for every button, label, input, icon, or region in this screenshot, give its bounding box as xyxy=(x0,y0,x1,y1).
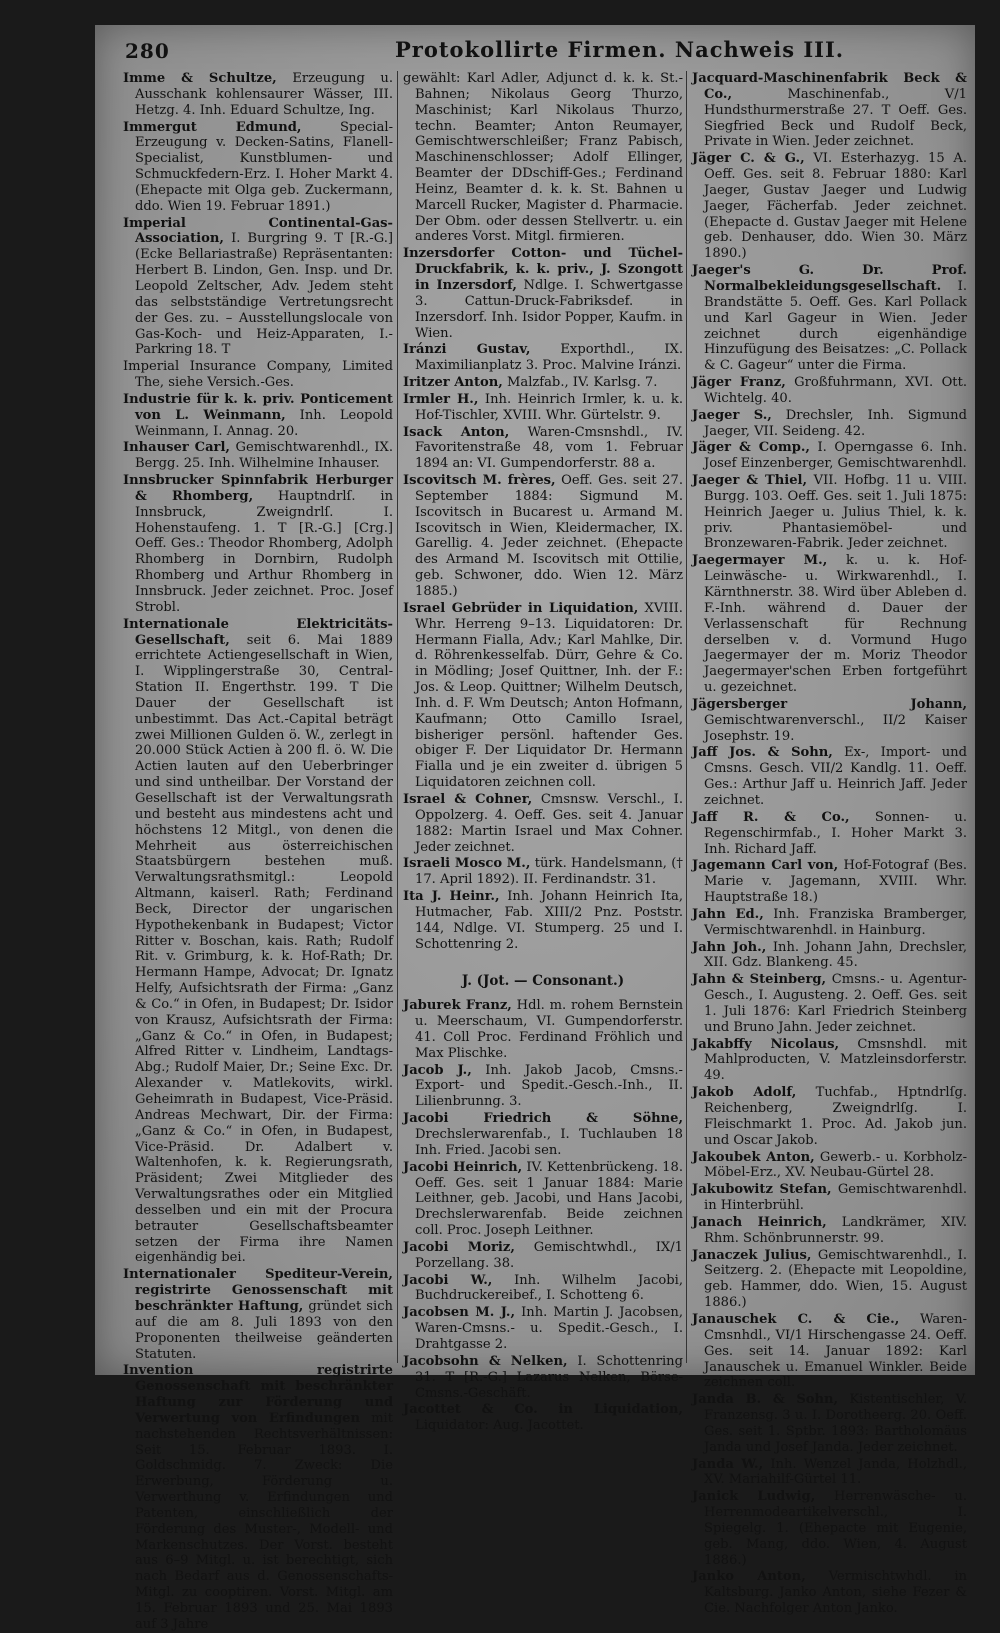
firm-name: Jäger C. & G., xyxy=(692,151,805,167)
firm-name: Jaegermayer M., xyxy=(692,553,828,569)
firm-details: Tuchfab., Hptndrlſg. Reichenberg, Zweigndrlſg. I. Fleischmarkt 1. Proc. Ad. Jakob jun. und Oscar Jakob. xyxy=(704,1085,968,1148)
firm-entry xyxy=(403,1063,683,1111)
firm-details: Hof-Fotograf (Bes. Marie v. Jagemann, XVIII. Whr. Hauptstraße 18.) xyxy=(704,858,967,906)
firm-entry xyxy=(692,1215,967,1247)
firm-details: Cmsnsw. Verschl., I. Oppolzerg. 4. Oeff. Ges. seit 4. Januar 1882: Martin Israel und Max Cohner. Jeder zeichnet. xyxy=(415,791,683,855)
firm-details: XVIII. Whr. Herreng 9–13. Liquidatoren: Dr. Hermann Fialla, Adv.; Karl Mahlke, Dir. d. Röhrenkesselfab. Dürr, Gehre & Co. in Mödling; Josef Quittner, Inh. der F.: Jos. & Leop. Quittner; Wilhelm Deutsch, Inh. d. F. Wm Deutsch; Anton Hofmann, Kaufmann; Otto Camillo Israel, bisheriger persönl. haftender Ges. obiger F. Der Liquidator Dr. Hermann Fialla und je ein zweiter d. übrigen 5 Liquidatoren zeichnen coll. xyxy=(415,600,683,791)
firm-name: Jacob J., xyxy=(403,1062,472,1078)
firm-details: Gemischtwarenverschl., II/2 Kaiser Josephstr. 19. xyxy=(704,712,967,744)
firm-entry xyxy=(692,440,967,472)
column-middle xyxy=(403,71,684,1434)
firm-entry xyxy=(692,1248,967,1311)
firm-entry xyxy=(403,601,683,791)
firm-details: Gewerb.- u. Korbholz-Möbel-Erz., XV. Neubau-Gürtel 28. xyxy=(704,1149,967,1181)
firm-details: k. u. k. Hof-Leinwäsche- u. Wirkwarenhdl., I. Kärnthnerstr. 38. Wird über Ableben d. F.-Inh. während d. Dauer der Verlassenschaft für Rechnung derselben v. d. Vormund Hugo Jaegermayer der m. Moriz Theodor Jaegermayer'schen Erben fortgeführt u. gezeichnet. xyxy=(704,553,967,696)
firm-entry xyxy=(692,972,967,1035)
firm-name: Israel Gebrüder in Liquidation, xyxy=(403,600,639,616)
directory-page xyxy=(95,25,975,1632)
section-heading: J. (Jot. — Consonant.) xyxy=(461,973,625,990)
firm-name: Invention registrirte Genossenschaft mit beschränkter Haftung zur Förderung und Verwertung von Erfindungen xyxy=(123,1363,393,1426)
firm-details: Ex-, Import- und Cmsns. Gesch. VII/2 Kandlg. 11. Oeff. Ges.: Arthur Jaff u. Heinrich Jaff. Jeder zeichnet. xyxy=(704,745,967,808)
firm-details: I. Brandstätte 5. Oeff. Ges. Karl Pollack und Karl Gageur in Wien. Jeder zeichnet durch eigenhändige Hinzufügung des Beisatzes: „C. Pollack & C. Gageur“ unter die Firma. xyxy=(704,278,967,374)
firm-entry xyxy=(123,473,393,616)
firm-details: Inh. Johann Heinrich Ita, Hutmacher, Fab. XIII/2 Pnz. Poststr. 144, Ndlge. VI. Stumperg. 25 und I. Schottenring 2. xyxy=(415,889,683,952)
firm-name: Jaburek Franz, xyxy=(403,998,512,1014)
firm-entry xyxy=(403,1111,683,1159)
firm-details: IV. Kettenbrückeng. 18. Oeff. Ges. seit 1 Januar 1884: Marie Leithner, geb. Jacobi, und Hans Jacobi, Drechslerwarenfab. Beide zeichnen coll. Proc. Joseph Leithner. xyxy=(415,1159,683,1239)
firm-details: Inh. Franziska Bramberger, Vermischtwarenhdl. in Hainburg. xyxy=(704,906,967,938)
firm-name: Jagemann Carl von, xyxy=(692,858,839,874)
firm-entry xyxy=(403,473,683,600)
firm-name: Jahn Ed., xyxy=(692,906,764,922)
firm-entry xyxy=(123,359,393,391)
firm-details: Sonnen- u. Regenschirmfab., I. Hoher Markt 3. Inh. Richard Jaff. xyxy=(704,809,967,857)
firm-name: Jaeger S., xyxy=(692,407,772,423)
firm-details: Waren-Cmsnhdl., VI/1 Hirschengasse 24. Oeff. Ges. seit 14. Januar 1892: Karl Janauschek u. Emanuel Winkler. Beide zeichnen coll. xyxy=(704,1311,967,1391)
firm-entry xyxy=(123,440,393,472)
firm-details: Imperial Insurance Company, Limited The, siehe Versich.-Ges. xyxy=(123,359,393,391)
firm-entry xyxy=(692,1085,967,1148)
firm-name: Imperial Continental-Gas-Association, xyxy=(123,215,393,247)
firm-details: mit nachstehenden Rechtsverhältnissen: Seit 15. Februar 1893. I. Goldschmidg. 7. Zweck: Die Erwerbung, Förderung u. Verwerthung v. Erfindungen und Patenten, einschließlich der Förderung des Muster-, Modell- und Markenschutzes. Der Vorst. besteht aus 6–9 Mitgl. u. ist berechtigt, sich nach Bedarf aus d. Genossenschafts-Mitgl. zu cooptiren. Vorst. Mitgl. am 15. Februar 1893 und 25. Mai 1893 auf 3 Jahre xyxy=(135,1410,393,1632)
firm-name: Inzersdorfer Cotton- und Tüchel-Druckfabrik, k. k. priv., J. Szongott in Inzersdorf, xyxy=(403,246,683,293)
firm-details: türk. Handelsmann, († 17. April 1892). II. Ferdinandstr. 31. xyxy=(415,856,683,888)
firm-details: gewählt: Karl Adler, Adjunct d. k. k. St.-Bahnen; Nikolaus Georg Thurzo, Maschinist; Karl Nikolaus Thurzo, techn. Beamter; Anton Reumayer, Gemischtwerschleißer; Franz Pabisch, Maschinenschlosser; Adolf Ellinger, Beamter der DDschiff-Ges.; Ferdinand Heinz, Beamter d. k. k. St. Bahnen u Marcell Rucker, Magister d. Pharmacie. Der Obm. oder dessen Stellvertr. u. ein anderes Vorst. Mitgl. firmieren. xyxy=(403,71,683,245)
firm-entry xyxy=(123,1363,393,1632)
firm-entry xyxy=(403,1354,683,1402)
firm-entry xyxy=(403,1305,683,1353)
firm-details: I. Schottenring 31. T [R.-G.] Lazarus Nelken, Börse-Cmsns.-Geschäft. xyxy=(415,1353,683,1401)
firm-entry xyxy=(123,617,393,1267)
firm-entry xyxy=(403,792,683,855)
page-number: 280 xyxy=(125,39,170,63)
firm-entry xyxy=(123,392,393,440)
firm-details: Drechsler, Inh. Sigmund Jaeger, VII. Seideng. 42. xyxy=(704,407,967,439)
firm-details: Hauptndrlſ. in Innsbruck, Zweigndrlſ. I. Hohenstaufeng. 1. T [R.-G.] [Crg.] Oeff. Ges.: Theodor Rhomberg, Adolph Rhomberg in Dornbirn, Rudolph Rhomberg und Arthur Rhomberg in Innsbruck. Jeder zeichnet. Proc. Josef Strobl. xyxy=(135,488,394,615)
firm-name: Jägersberger Johann, xyxy=(692,696,967,712)
firm-name: Irmler H., xyxy=(403,391,479,407)
column-right xyxy=(692,71,968,1617)
firm-details: VI. Esterhazyg. 15 A. Oeff. Ges. seit 8. Februar 1880: Karl Jaeger, Gustav Jaeger und Ludwig Jaeger, Fächerfab. Jeder zeichnet. (Ehepacte d. Gustav Jaeger mit Helene geb. Denhauser, ddo. Wien 30. März 1890.) xyxy=(704,151,967,262)
firm-details: Gemischtwarenhdl., I. Seitzerg. 2. (Ehepacte mit Leopoldine, geb. Hammer, ddo. Wien, 15. August 1886.) xyxy=(704,1247,967,1311)
firm-details: Exporthdl., IX. Maximilianplatz 3. Proc. Malvine Iránzi. xyxy=(415,342,683,374)
firm-entry xyxy=(403,71,683,245)
firm-entry xyxy=(123,71,393,119)
firm-name: Janach Heinrich, xyxy=(692,1214,827,1230)
firm-details: Herrenwäsche- u. Herrenmodeartikelverschl., I. Spiegelg. 1. (Ehepacte mit Eugenie, geb. Mang, ddo. Wien, 4. August 1886.) xyxy=(704,1489,967,1568)
running-title: Protokollirte Firmen. Nachweis III. xyxy=(395,37,845,62)
firm-details: Inh. Johann Jahn, Drechsler, XII. Gdz. Blankeng. 45. xyxy=(704,939,967,971)
firm-name: Janko Anton, xyxy=(692,1569,806,1585)
firm-entry xyxy=(692,553,967,696)
firm-entry xyxy=(692,408,967,440)
firm-name: Jäger Franz, xyxy=(692,375,786,391)
firm-name: Jacobi Friedrich & Söhne, xyxy=(403,1111,683,1127)
firm-details: I. Burgring 9. T [R.-G.] (Ecke Bellariastraße) Repräsentanten: Herbert B. Lindon, Gen. Insp. und Dr. Leopold Zeltscher, Adv. Jedem steht das selbstständige Vertretungsrecht der Ges. zu. – Ausstellungslocale von Gas-Koch- und Heiz-Apparaten, I.- Parkring 18. T xyxy=(135,231,393,358)
firm-entry xyxy=(403,1240,683,1272)
firm-details: Maschinenfab., V/1 Hundsthurmerstraße 27. T Oeff. Ges. Siegfried Beck und Rudolf Beck, Private in Wien. Jeder zeichnet. xyxy=(704,86,967,150)
firm-name: Jakoubek Anton, xyxy=(692,1149,815,1165)
firm-entry xyxy=(123,120,393,215)
firm-entry xyxy=(123,1267,393,1362)
firm-name: Jacottet & Co. in Liquidation, xyxy=(403,1402,683,1418)
firm-entry xyxy=(123,216,393,359)
firm-entry xyxy=(692,151,967,262)
firm-name: Imme & Schultze, xyxy=(123,71,277,86)
firm-details: Inh. Wenzel Janda, Holzhdl., XV. Mariahilf-Gürtel 11. xyxy=(704,1456,967,1488)
firm-name: Janaczek Julius, xyxy=(692,1247,812,1263)
firm-details: Gemischtwarenhdl., IX. Bergg. 25. Inh. Wilhelmine Inhauser. xyxy=(135,440,393,472)
column-left xyxy=(123,71,394,1632)
firm-name: Israeli Mosco M., xyxy=(403,856,531,872)
firm-details: Drechslerwarenfab., I. Tuchlauben 18 Inh. Fried. Jacobi sen. xyxy=(415,1127,683,1158)
firm-name: Jaff R. & Co., xyxy=(692,809,850,825)
firm-entry xyxy=(403,856,683,888)
firm-name: Jacobsohn & Nelken, xyxy=(403,1353,568,1369)
firm-details: Liquidator: Aug. Jacottet. xyxy=(415,1418,584,1434)
firm-details: Vermischtwhdl. in Kaltsburg. Janko Anton, siehe Fezer & Cie. Nachfolger Anton Janko. xyxy=(704,1569,967,1617)
firm-entry xyxy=(692,1569,967,1617)
firm-name: Jaeger's G. Dr. Prof. Normalbekleidungsgesellschaft. xyxy=(692,263,967,294)
firm-details: Gemischtwhdl., IX/1 Porzellang. 38. xyxy=(415,1239,683,1271)
firm-name: Jacobsen M. J., xyxy=(403,1305,516,1321)
firm-entry xyxy=(403,889,683,952)
firm-entry xyxy=(403,1160,683,1239)
firm-details: Großfuhrmann, XVI. Ott. Wichtelg. 40. xyxy=(704,375,967,406)
firm-name: Jakubowitz Stefan, xyxy=(692,1182,832,1198)
firm-details: Hdl. m. rohem Bernstein u. Meerschaum, VI. Gumpendorferstr. 41. Coll Proc. Ferdinand Fröhlich und Max Plischke. xyxy=(415,998,684,1061)
firm-name: Jakabffy Nicolaus, xyxy=(692,1036,840,1052)
firm-entry xyxy=(403,425,683,473)
firm-details: Cmsnshdl. mit Mahlproducten, V. Matzleinsdorferstr. 49. xyxy=(704,1036,967,1084)
firm-name: Industrie für k. k. priv. Ponticement von L. Weinmann, xyxy=(123,391,393,423)
firm-entry xyxy=(692,1312,967,1391)
firm-details: Gemischtwarenhdl. in Hinterbrühl. xyxy=(704,1182,967,1214)
firm-details: Inh. Martin J. Jacobsen, Waren-Cmsns.- u. Spedit.-Gesch., I. Drahtgasse 2. xyxy=(415,1305,683,1352)
firm-name: Janick Ludwig, xyxy=(692,1489,816,1505)
firm-details: Inh. Wilhelm Jacobi, Buchdruckereibef., I. Schotteng 6. xyxy=(415,1272,684,1304)
firm-entry xyxy=(692,263,967,374)
firm-details: Inh. Heinrich Irmler, k. u. k. Hof-Tischler, XVIII. Whr. Gürtelstr. 9. xyxy=(415,391,683,423)
firm-entry xyxy=(692,1182,967,1214)
firm-details: Malzfab., IV. Karlsg. 7. xyxy=(506,375,658,391)
firm-name: Internationaler Spediteur-Verein, registrirte Genossenschaft mit beschränkter Haftung, xyxy=(123,1267,393,1314)
firm-name: Jahn & Steinberg, xyxy=(692,972,827,988)
firm-details: Inh. Leopold Weinmann, I. Annag. 20. xyxy=(135,407,393,439)
firm-details: Special-Erzeugung v. Decken-Satins, Flanell-Specialist, Kunstblumen- und Schmuckfedern-Erz. I. Hoher Markt 4. (Ehepacte mit Olga geb. Zuckermann, ddo. Wien 19. Februar 1891.) xyxy=(135,119,393,214)
firm-entry xyxy=(692,1457,967,1489)
firm-entry xyxy=(403,998,683,1061)
firm-details: Ndlge. I. Schwertgasse 3. Cattun-Druck-Fabriksdef. in Inzersdorf. Inh. Isidor Popper, Kaufm. in Wien. xyxy=(415,277,683,341)
firm-name: Immergut Edmund, xyxy=(123,119,302,135)
firm-name: Jacquard-Maschinenfabrik Beck & Co., xyxy=(692,71,967,102)
firm-details: Erzeugung u. Ausschank kohlensaurer Wässer, III. Hetzg. 4. Inh. Eduard Schultze, Ing. xyxy=(135,71,393,118)
firm-entry xyxy=(692,858,967,906)
firm-name: Iscovitsch M. frères, xyxy=(403,473,556,489)
firm-entry xyxy=(403,375,683,391)
firm-name: Jacobi Moriz, xyxy=(403,1239,515,1255)
firm-details: Kistentischler, V. Franzensg. 3 u. I. Dorotheerg. 20. Oeff. Ges. seit 1. Sptbr. 1893: Bartholomäus Janda und Josef Janda. Jeder zeichnet. xyxy=(704,1392,967,1455)
firm-name: Innsbrucker Spinnfabrik Herburger & Rhomberg, xyxy=(123,473,393,504)
firm-entry xyxy=(692,1489,967,1568)
firm-name: Janauschek C. & Cie., xyxy=(692,1311,900,1327)
column-divider xyxy=(397,71,398,1363)
column-divider xyxy=(686,71,687,1363)
firm-details: Inh. Jakob Jacob, Cmsns.-Export- und Spedit.-Gesch.-Inh., II. Lilienbrunng. 3. xyxy=(415,1062,683,1110)
firm-entry xyxy=(403,392,683,424)
firm-name: Jäger & Comp., xyxy=(692,440,810,456)
firm-name: Janda W., xyxy=(692,1456,764,1472)
firm-details: Cmsns.- u. Agentur-Gesch., I. Augusteng. 2. Oeff. Ges. seit 1. Juli 1876: Karl Friedrich Steinberg und Bruno Jahn. Jeder zeichnet. xyxy=(704,972,967,1035)
firm-entry xyxy=(692,473,967,552)
firm-name: Inhauser Carl, xyxy=(123,440,230,456)
firm-name: Iránzi Gustav, xyxy=(403,342,531,358)
firm-entry xyxy=(692,1037,967,1085)
firm-name: Jahn Joh., xyxy=(692,939,767,955)
firm-name: Jacobi W., xyxy=(403,1272,493,1288)
firm-name: Jaff Jos. & Sohn, xyxy=(692,745,833,761)
firm-entry xyxy=(692,940,967,972)
firm-entry xyxy=(692,907,967,939)
firm-name: Jacobi Heinrich, xyxy=(403,1159,523,1175)
firm-entry xyxy=(692,745,967,808)
firm-details: Oeff. Ges. seit 27. September 1884: Sigmund M. Iscovitsch in Bucarest u. Armand M. Iscovitsch in Wien, Kleidermacher, IX. Garellig. 4. Jeder zeichnet. (Ehepacte des Armand M. Iscovitsch mit Ottilie, geb. Schwoner, ddo. Wien 12. März 1885.) xyxy=(415,473,684,599)
firm-name: Jakob Adolf, xyxy=(692,1085,797,1101)
firm-entry xyxy=(403,342,683,374)
firm-entry xyxy=(692,697,967,745)
firm-name: Internationale Elektricitäts-Gesellschaft, xyxy=(123,616,393,648)
firm-name: Isack Anton, xyxy=(403,424,510,440)
firm-details: I. Operngasse 6. Inh. Josef Einzenberger, Gemischtwarenhdl. xyxy=(704,440,967,472)
firm-details: Landkrämer, XIV. Rhm. Schönbrunnerstr. 99. xyxy=(704,1214,968,1246)
firm-entry xyxy=(692,1150,967,1182)
firm-name: Janda B. & Sohn, xyxy=(692,1392,839,1408)
firm-name: Jaeger & Thiel, xyxy=(692,473,808,489)
firm-entry xyxy=(692,810,967,858)
firm-entry xyxy=(692,375,967,407)
firm-details: VII. Hofbg. 11 u. VIII. Burgg. 103. Oeff. Ges. seit 1. Juli 1875: Heinrich Jaeger u. Julius Thiel, k. k. priv. Phantasiemöbel- und Bronzewaren-Fabrik. Jeder zeichnet. xyxy=(704,473,968,552)
firm-entry xyxy=(403,1273,683,1305)
firm-entry xyxy=(403,246,683,341)
page-header xyxy=(95,25,975,70)
firm-details: gründet sich auf die am 8. Juli 1893 von den Proponenten theilweise geänderten Statuten. xyxy=(135,1298,393,1362)
firm-name: Ita J. Heinr., xyxy=(403,889,500,905)
firm-name: Iritzer Anton, xyxy=(403,375,503,391)
firm-details: seit 6. Mai 1889 errichtete Actiengesellschaft in Wien, I. Wipplingerstraße 30, Central-Station II. Engerthstr. 199. T Die Dauer der Gesellschaft ist unbestimmt. Das Act.-Capital beträgt zwei Millionen Gulden ö. W., zerlegt in 20.000 Stück Actien à 200 fl. ö. W. Die Actien lauten auf den Ueberbringer und sind untheilbar. Der Vorstand der Gesellschaft ist der Verwaltungsrath und besteht aus mindestens acht und höchstens 12 Mitgl., von denen die Mehrheit aus österreichischen Staatsbürgern bestehen muß. Verwaltungsrathsmitgl.: Leopold Altmann, kaiserl. Rath; Ferdinand Beck, Director der ungarischen Hypothekenbank in Budapest; Victor Ritter v. Boschan, kais. Rath; Rudolf Rit. v. Grimburg, k. k. Hof-Rath; Dr. Hermann Hampe, Advocat; Dr. Ignatz Helfy, Aufsichtsrath der Firma: „Ganz & Co.“ in Ofen, in Budapest; Dr. Isidor von Krausz, Aufsichtsrath der Firma: „Ganz & Co.“ in Ofen, in Budapest; Alfred Ritter v. Lindheim, Landtags-Abg.; Rudolf Maier, Dr.; Seine Exc. Dr. Alexander v. Matlekovits, wirkl. Geheimrath in Budapest, Vice-Präsid. Andreas Mechwart, Dir. der Firma: „Ganz & Co.“ in Ofen, in Budapest, Vice-Präsid. Dr. Adalbert v. Waltenhofen, k. k. Regierungsrath, Präsident; Zwei Mitglieder des Verwaltungsrathes oder ein Mitglied desselben und ein mit der Procura betrauter Gesellschaftsbeamter setzen der Firma ihre Namen eigenhändig bei. xyxy=(135,632,393,1266)
firm-details: Waren-Cmsnshdl., IV. Favoritenstraße 48, vom 1. Februar 1894 an: VI. Gumpendorferstr. 88 a. xyxy=(415,424,684,472)
firm-entry xyxy=(692,71,967,150)
firm-entry xyxy=(692,1392,967,1455)
firm-name: Israel & Cohner, xyxy=(403,791,533,807)
firm-entry xyxy=(403,1402,683,1434)
